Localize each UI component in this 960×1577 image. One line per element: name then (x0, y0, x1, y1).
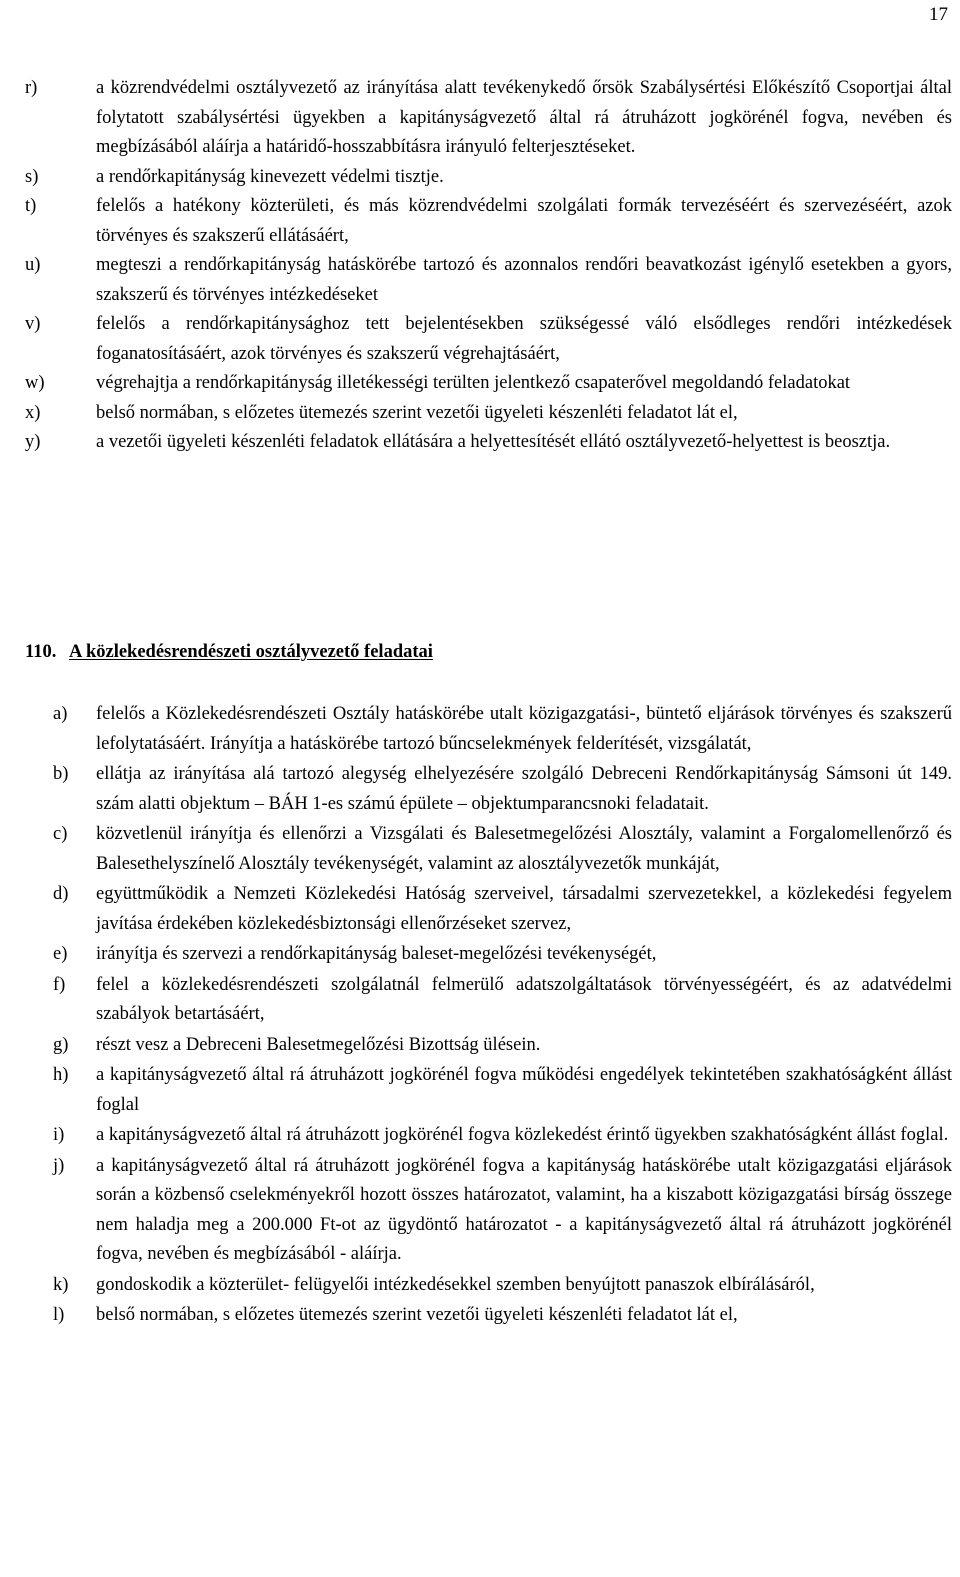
list-item-x (0, 399, 960, 429)
list-item-text: a rendőrkapitányság kinevezett védelmi tisztje. (96, 166, 444, 187)
list-item-w (0, 369, 960, 399)
duties-list-continued (0, 74, 960, 458)
list-marker: r) (25, 78, 38, 98)
list-item-k (0, 1271, 960, 1301)
list-item-v (0, 310, 960, 369)
list-item-text: felelős a rendőrkapitánysághoz tett bejelentésekben szükségessé váló elsődleges rendőri intézkedések foganatosításáért, azok törvényes és szakszerű végrehajtásáért, (96, 314, 952, 364)
list-marker: a) (53, 704, 68, 724)
list-item-text: a vezetői ügyeleti készenléti feladatok ellátására a helyettesítését ellátó osztályvezető-helyettest is beosztja. (96, 432, 891, 452)
list-marker: e) (53, 944, 68, 964)
list-marker: c) (53, 824, 68, 844)
page-number: 17 (929, 4, 948, 25)
list-item-text: a közrendvédelmi osztályvezető az irányítása alatt tevékenykedő őrsök Szabálysértési Előkészítő Csoportjai által folytatott szabálysértési ügyekben a kapitányságvezető által rá átruházott jogkörénél fogva, nevében és megbízásából aláírja a határidő-hosszabbításra irányuló felterjesztéseket. (96, 78, 952, 157)
list-item-text: megteszi a rendőrkapitányság hatáskörébe tartozó és azonnalos rendőri beavatkozást igénylő esetekben a gyors, szakszerű és törvényes intézkedéseket (96, 255, 952, 305)
list-item-text: együttműködik a Nemzeti Közlekedési Hatóság szerveivel, társadalmi szervezetekkel, a közlekedési fegyelem javítása érdekében közlekedésbiztonsági ellenőrzéseket szervez, (96, 884, 952, 934)
list-marker: t) (25, 196, 37, 216)
list-item-a (0, 700, 960, 759)
list-item-s (0, 163, 960, 193)
list-item-text: a kapitányságvezető által rá átruházott jogkörénél fogva a kapitányság hatáskörébe utalt közigazgatási eljárások során a közbenső cselekményekről hozott összes határozatot, valamint, ha a kiszabott közigazgatási bírság összege nem haladja meg a 200.000 Ft-ot az ügydöntő határozatot - a kapitányságvezető által rá átruházott jogkörénél fogva, nevében és megbízásából - aláírja. (96, 1155, 952, 1264)
list-item-r (0, 74, 960, 163)
list-marker: y) (25, 432, 41, 452)
list-item-text: végrehajtja a rendőrkapitányság illetékességi terülten jelentkező csapaterővel megoldandó feladatokat (96, 373, 851, 393)
section-heading (25, 638, 433, 667)
list-marker: k) (53, 1274, 69, 1295)
list-item-text: felelős a Közlekedésrendészeti Osztály hatáskörébe utalt közigazgatási-, büntető eljárások törvényes és szakszerű lefolytatásáért. Irányítja a hatáskörébe tartozó bűncselekmények felderítését, vizsgálatát, (96, 704, 952, 754)
list-item-l (0, 1301, 960, 1331)
section-number: 110. (25, 642, 57, 662)
list-item-text: a kapitányságvezető által rá átruházott jogkörénél fogva működési engedélyek tekintetében szakhatóságként állást foglal (96, 1065, 952, 1115)
list-marker: j) (53, 1155, 65, 1176)
list-item-text: részt vesz a Debreceni Balesetmegelőzési Bizottság ülésein. (96, 1034, 541, 1055)
list-item-b (0, 760, 960, 819)
list-marker: b) (53, 764, 69, 784)
list-item-text: ellátja az irányítása alá tartozó alegység elhelyezésére szolgáló Debreceni Rendőrkapitányság Sámsoni út 149. szám alatti objektum – BÁH 1-es számú épülete – objektumparancsnoki feladatait. (96, 764, 952, 814)
list-item-f (0, 971, 960, 1030)
list-item-d (0, 880, 960, 939)
list-marker: u) (25, 255, 41, 275)
list-marker: v) (25, 314, 41, 334)
list-item-i (0, 1121, 960, 1151)
list-item-text: felel a közlekedésrendészeti szolgálatnál felmerülő adatszolgáltatások törvényességéért, és az adatvédelmi szabályok betartásáért, (96, 974, 952, 1024)
list-item-e (0, 940, 960, 970)
list-item-j (0, 1152, 960, 1270)
list-item-text: irányítja és szervezi a rendőrkapitányság baleset-megelőzési tevékenységét, (96, 944, 657, 964)
list-item-y (0, 428, 960, 458)
list-marker: l) (53, 1305, 65, 1325)
traffic-duties-list (0, 700, 960, 1332)
list-marker: g) (53, 1034, 69, 1055)
section-title: A közlekedésrendészeti osztályvezető feladatai (68, 642, 433, 662)
list-marker: i) (53, 1125, 65, 1145)
list-item-text: belső normában, s előzetes ütemezés szerint vezetői ügyeleti készenléti feladatot lát el, (96, 402, 738, 423)
list-marker: s) (25, 166, 39, 187)
list-marker: h) (53, 1065, 69, 1085)
list-item-h (0, 1061, 960, 1120)
list-marker: x) (25, 402, 41, 423)
list-item-text: belső normában, s előzetes ütemezés szerint vezetői ügyeleti készenléti feladatot lát el, (96, 1305, 738, 1325)
list-marker: d) (53, 884, 69, 904)
list-item-t (0, 192, 960, 251)
list-item-c (0, 820, 960, 879)
list-item-text: felelős a hatékony közterületi, és más közrendvédelmi szolgálati formák tervezéséért és szervezéséért, azok törvényes és szakszerű ellátásáért, (96, 196, 952, 246)
list-item-text: a kapitányságvezető által rá átruházott jogkörénél fogva közlekedést érintő ügyekben szakhatóságként állást foglal. (96, 1125, 949, 1145)
list-item-text: gondoskodik a közterület- felügyelői intézkedésekkel szemben benyújtott panaszok elbírálásáról, (96, 1274, 815, 1295)
list-marker: f) (53, 974, 66, 995)
list-marker: w) (25, 373, 45, 393)
list-item-text: közvetlenül irányítja és ellenőrzi a Vizsgálati és Balesetmegelőzési Alosztály, valamint a Forgalomellenőrző és Balesethelyszínelő Alosztály tevékenységét, valamint az alosztályvezetők munkáját, (96, 824, 952, 874)
list-item-u (0, 251, 960, 310)
list-item-g (0, 1031, 960, 1061)
